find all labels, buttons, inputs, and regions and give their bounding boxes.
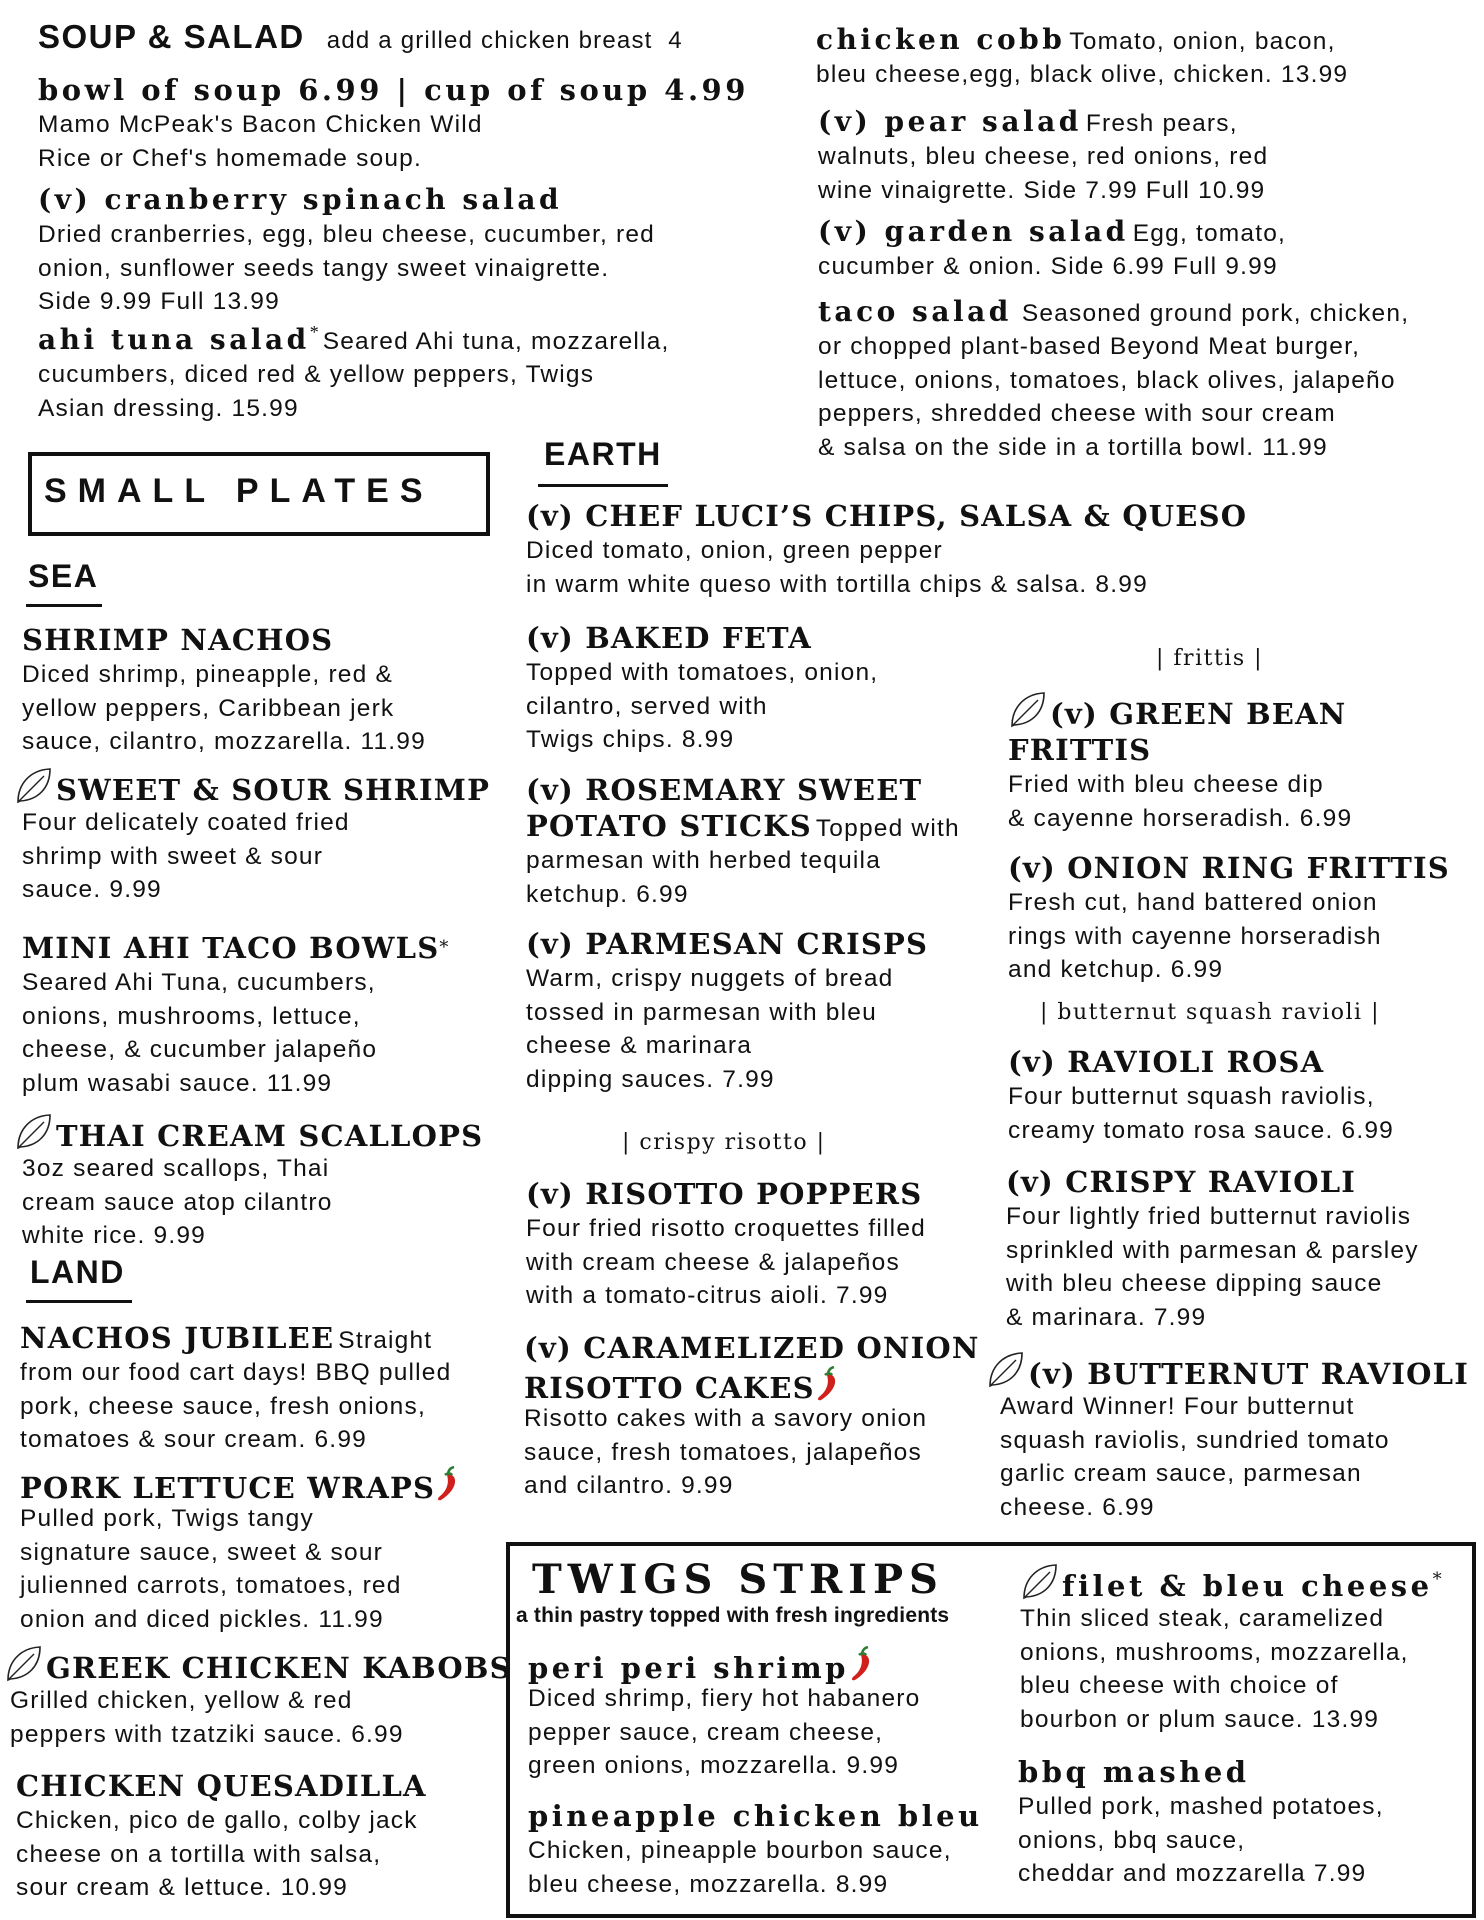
quesadilla-title: CHICKEN QUESADILLA	[16, 1769, 427, 1803]
raw-star: *	[1432, 1569, 1446, 1590]
pineapple-desc: Chicken, pineapple bourbon sauce, bleu cheese, mozzarella. 8.99	[528, 1837, 952, 1898]
feta-title: (v) BAKED FETA	[526, 621, 812, 655]
small-plates-heading: SMALL PLATES	[44, 472, 434, 510]
shrimp-nachos-desc: Diced shrimp, pineapple, red & yellow peppers, Caribbean jerk sauce, cilantro, mozzarella. 11.99	[22, 661, 426, 755]
ahi-salad-inline: Seared Ahi tuna, mozzarella,	[322, 328, 670, 355]
risotto-cakes-desc: Risotto cakes with a savory onion sauce, fresh tomatoes, jalapeños and cilantro. 9.99	[524, 1405, 928, 1499]
thai-title-row	[14, 1112, 483, 1154]
land-heading: LAND	[30, 1254, 125, 1290]
shrimp-nachos-title: SHRIMP NACHOS	[22, 623, 334, 657]
cranberry-salad-desc: Dried cranberries, egg, bleu cheese, cucumber, red onion, sunflower seeds tangy sweet vinaigrette. Side 9.99 Full 13.99	[38, 221, 655, 315]
nachos-jubilee-title: NACHOS JUBILEE	[20, 1321, 335, 1355]
risotto-poppers-desc: Four fried risotto croquettes filled with cream cheese & jalapeños with a tomato-citrus aioli. 7.99	[526, 1215, 926, 1309]
greek-desc: Grilled chicken, yellow & red peppers with tzatziki sauce. 6.99	[10, 1687, 404, 1748]
risotto-cakes-title-row	[524, 1366, 841, 1406]
raw-star: *	[439, 937, 450, 958]
soup-salad-heading: SOUP & SALAD	[38, 18, 305, 55]
cobb-title: chicken cobb	[816, 23, 1066, 56]
garden-inline: Egg, tomato,	[1132, 220, 1287, 247]
pear-desc: walnuts, bleu cheese, red onions, red wine vinaigrette. Side 7.99 Full 10.99	[818, 143, 1269, 204]
filet-title-row	[1020, 1562, 1445, 1604]
chili-pepper-icon	[815, 1366, 841, 1402]
rosemary-inline: Topped with	[815, 815, 960, 842]
onion-ring-desc: Fresh cut, hand battered onion rings with cayenne horseradish and ketchup. 6.99	[1008, 889, 1382, 983]
pork-wraps-title-row	[20, 1466, 461, 1506]
leaf-icon	[14, 766, 54, 806]
pork-wraps-desc: Pulled pork, Twigs tangy signature sauce, sweet & sour julienned carrots, tomatoes, red onion and diced pickles. 11.99	[20, 1505, 402, 1633]
pork-wraps-title: PORK LETTUCE WRAPS	[20, 1471, 436, 1505]
chicken-addon-note: add a grilled chicken breast 4	[326, 27, 683, 54]
cranberry-salad-title: (v) cranberry spinach salad	[38, 183, 563, 216]
pineapple-title: pineapple chicken bleu	[528, 1799, 983, 1833]
frittis-label: | frittis |	[1156, 646, 1264, 671]
crispy-ravioli-title: (v) CRISPY RAVIOLI	[1006, 1165, 1357, 1199]
filet-desc: Thin sliced steak, caramelized onions, mushrooms, mozzarella, bleu cheese with choice of bourbon or plum sauce. 13.99	[1020, 1605, 1409, 1733]
leaf-icon	[14, 1112, 54, 1152]
taco-desc: or chopped plant-based Beyond Meat burger, lettuce, onions, tomatoes, black olives, jalapeño peppers, shredded cheese with sour cream & salsa on the side in a tortilla bowl. 11.99	[818, 333, 1396, 461]
leaf-icon	[1008, 690, 1048, 730]
quesadilla-desc: Chicken, pico de gallo, colby jack cheese on a tortilla with salsa, sour cream & lettuce. 10.99	[16, 1807, 418, 1901]
chili-pepper-icon	[849, 1646, 875, 1682]
taco-title: taco salad	[818, 295, 1012, 328]
peri-desc: Diced shrimp, fiery hot habanero pepper sauce, cream cheese, green onions, mozzarella. 9.99	[528, 1685, 921, 1779]
rosemary-desc: parmesan with herbed tequila ketchup. 6.99	[526, 847, 882, 908]
parmesan-desc: Warm, crispy nuggets of bread tossed in parmesan with bleu cheese & marinara dipping sauces. 7.99	[526, 965, 894, 1093]
green-bean-title-2: FRITTIS	[1008, 733, 1152, 767]
butternut-title: (v) BUTTERNUT RAVIOLI	[1028, 1357, 1469, 1391]
rosemary-title-1: (v) ROSEMARY SWEET	[526, 773, 923, 807]
peri-title-row	[528, 1646, 875, 1686]
ravioli-rosa-title: (v) RAVIOLI ROSA	[1008, 1045, 1325, 1079]
parmesan-title: (v) PARMESAN CRISPS	[526, 927, 929, 961]
sweet-sour-title-row	[14, 766, 490, 808]
leaf-icon	[4, 1644, 44, 1684]
risotto-cakes-title-1: (v) CARAMELIZED ONION	[524, 1331, 980, 1365]
soup-title: bowl of soup 6.99 | cup of soup 4.99	[38, 73, 749, 107]
leaf-icon	[1020, 1562, 1060, 1602]
green-bean-desc: Fried with bleu cheese dip & cayenne horseradish. 6.99	[1008, 771, 1353, 832]
earth-heading: EARTH	[544, 436, 662, 472]
ravioli-label: | butternut squash ravioli |	[1040, 1000, 1380, 1025]
cobb-header	[816, 22, 1336, 58]
leaf-icon	[986, 1350, 1026, 1390]
nachos-jubilee-header	[20, 1320, 432, 1356]
chips-desc: Diced tomato, onion, green pepper in warm white queso with tortilla chips & salsa. 8.99	[526, 537, 1148, 598]
garden-title: (v) garden salad	[818, 215, 1129, 248]
butternut-title-row	[986, 1350, 1469, 1392]
soup-salad-header	[38, 18, 683, 56]
twigs-strips-subheading: a thin pastry topped with fresh ingredients	[516, 1604, 950, 1627]
mini-ahi-desc: Seared Ahi Tuna, cucumbers, onions, mushrooms, lettuce, cheese, & cucumber jalapeño plum wasabi sauce. 11.99	[22, 969, 378, 1097]
bbq-desc: Pulled pork, mashed potatoes, onions, bbq sauce, cheddar and mozzarella 7.99	[1018, 1793, 1384, 1887]
raw-star: *	[309, 322, 319, 342]
sweet-sour-title: SWEET & SOUR SHRIMP	[56, 773, 491, 807]
pear-inline: Fresh pears,	[1085, 110, 1238, 137]
chili-pepper-icon	[435, 1466, 461, 1502]
pear-header	[818, 104, 1238, 140]
ahi-salad-title: ahi tuna salad	[38, 323, 310, 356]
land-underline	[26, 1300, 132, 1303]
greek-title-row	[4, 1644, 512, 1686]
cobb-inline: Tomato, onion, bacon,	[1069, 28, 1336, 55]
nachos-jubilee-inline: Straight	[338, 1327, 433, 1354]
pear-title: (v) pear salad	[818, 105, 1082, 138]
peri-title: peri peri shrimp	[528, 1651, 849, 1685]
mini-ahi-title-row	[22, 930, 450, 966]
rosemary-title-2: POTATO STICKS	[526, 809, 812, 843]
crispy-risotto-label: | crispy risotto |	[622, 1130, 826, 1155]
cobb-desc: bleu cheese,egg, black olive, chicken. 13.99	[816, 61, 1349, 88]
sea-underline	[26, 604, 102, 607]
sweet-sour-desc: Four delicately coated fried shrimp with sweet & sour sauce. 9.99	[22, 809, 350, 903]
nachos-jubilee-desc: from our food cart days! BBQ pulled pork, cheese sauce, fresh onions, tomatoes & sour cream. 6.99	[20, 1359, 452, 1453]
twigs-strips-heading: TWIGS STRIPS	[532, 1556, 944, 1603]
green-bean-title-row	[1008, 690, 1347, 732]
garden-desc: cucumber & onion. Side 6.99 Full 9.99	[818, 253, 1278, 280]
chips-title: (v) CHEF LUCI’S CHIPS, SALSA & QUESO	[526, 499, 1248, 533]
rosemary-header-2	[526, 808, 960, 844]
thai-desc: 3oz seared scallops, Thai cream sauce atop cilantro white rice. 9.99	[22, 1155, 333, 1249]
garden-header	[818, 214, 1286, 250]
butternut-desc: Award Winner! Four butternut squash raviolis, sundried tomato garlic cream sauce, parmesan cheese. 6.99	[1000, 1393, 1390, 1521]
risotto-poppers-title: (v) RISOTTO POPPERS	[526, 1177, 923, 1211]
ahi-salad-header	[38, 322, 670, 358]
risotto-cakes-title-2: RISOTTO CAKES	[524, 1371, 815, 1405]
filet-title: filet & bleu cheese	[1062, 1569, 1433, 1603]
crispy-ravioli-desc: Four lightly fried butternut raviolis sprinkled with parmesan & parsley with bleu cheese dipping sauce & marinara. 7.99	[1006, 1203, 1419, 1331]
bbq-title: bbq mashed	[1018, 1755, 1250, 1789]
taco-header	[818, 294, 1409, 330]
sea-heading: SEA	[28, 558, 99, 594]
green-bean-title-1: (v) GREEN BEAN	[1050, 697, 1347, 731]
onion-ring-title: (v) ONION RING FRITTIS	[1008, 851, 1450, 885]
feta-desc: Topped with tomatoes, onion, cilantro, served with Twigs chips. 8.99	[526, 659, 879, 753]
ahi-salad-desc: cucumbers, diced red & yellow peppers, Twigs Asian dressing. 15.99	[38, 361, 595, 422]
taco-inline: Seasoned ground pork, chicken,	[1021, 300, 1410, 327]
soup-desc: Mamo McPeak's Bacon Chicken Wild Rice or Chef's homemade soup.	[38, 111, 483, 172]
ravioli-rosa-desc: Four butternut squash raviolis, creamy tomato rosa sauce. 6.99	[1008, 1083, 1394, 1144]
greek-title: GREEK CHICKEN KABOBS	[46, 1651, 512, 1685]
thai-title: THAI CREAM SCALLOPS	[56, 1119, 484, 1153]
mini-ahi-title: MINI AHI TACO BOWLS	[22, 931, 440, 965]
earth-underline	[538, 484, 668, 487]
